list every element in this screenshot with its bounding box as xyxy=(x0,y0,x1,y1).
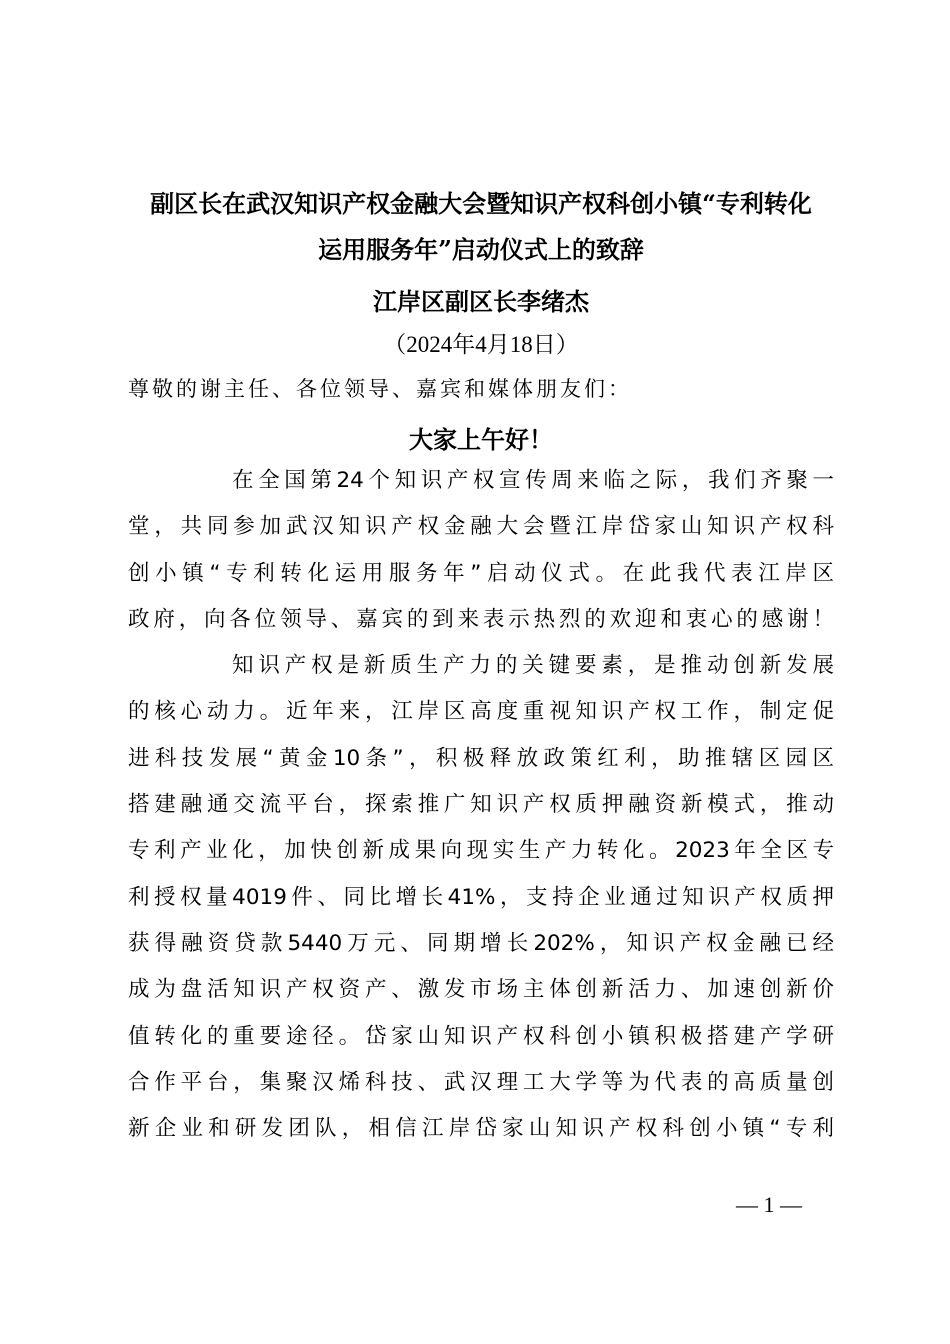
paragraph-2-line-4: 搭建融通交流平台，探索推广知识产权质押融资新模式，推动 xyxy=(128,792,834,818)
paragraph-2-line-9: 值转化的重要途径。岱家山知识产权科创小镇积极搭建产学研 xyxy=(128,1023,834,1049)
paragraph-2-line-3: 进科技发展“黄金10条”，积极释放政策红利，助推辖区园区 xyxy=(128,745,834,771)
paragraph-1-line-1: 在全国第24个知识产权宣传周来临之际，我们齐聚一 xyxy=(232,468,834,493)
paragraph-1-line-4: 政府，向各位领导、嘉宾的到来表示热烈的欢迎和衷心的感谢！ xyxy=(128,606,834,632)
paragraph-2-line-1: 知识产权是新质生产力的关键要素，是推动创新发展 xyxy=(232,653,834,679)
paragraph-2-line-10: 合作平台，集聚汉烯科技、武汉理工大学等为代表的高质量创 xyxy=(128,1069,834,1095)
document-title-line-1: 副区长在武汉知识产权金融大会暨知识产权科创小镇“专利转化 xyxy=(150,189,812,218)
greeting: 大家上午好！ xyxy=(409,425,553,454)
paragraph-2-line-7: 获得融资贷款5440万元、同期增长202%，知识产权金融已经 xyxy=(128,930,834,956)
paragraph-2-line-8: 成为盘活知识产权资产、激发市场主体创新活力、加速创新价 xyxy=(128,977,834,1003)
body-text xyxy=(128,458,834,1152)
paragraph-2-line-11: 新企业和研发团队，相信江岸岱家山知识产权科创小镇“专利 xyxy=(128,1116,834,1142)
document-title-line-2: 运用服务年”启动仪式上的致辞 xyxy=(318,235,644,264)
paragraph-2-line-2: 的核心动力。近年来，江岸区高度重视知识产权工作，制定促 xyxy=(128,699,834,725)
salutation: 尊敬的谢主任、各位领导、嘉宾和媒体朋友们： xyxy=(128,377,632,401)
page-number: — 1 — xyxy=(736,1192,802,1217)
paragraph-2-line-5: 专利产业化，加快创新成果向现实生产力转化。2023年全区专 xyxy=(128,838,834,864)
document-author: 江岸区副区长李绪杰 xyxy=(373,287,589,316)
paragraph-1-line-2: 堂，共同参加武汉知识产权金融大会暨江岸岱家山知识产权科 xyxy=(128,514,834,540)
paragraph-1-line-3: 创小镇“专利转化运用服务年”启动仪式。在此我代表江岸区 xyxy=(128,560,834,586)
paragraph-2-line-6: 利授权量4019件、同比增长41%，支持企业通过知识产权质押 xyxy=(128,884,834,910)
document-date: （2024年4月18日） xyxy=(383,332,579,357)
